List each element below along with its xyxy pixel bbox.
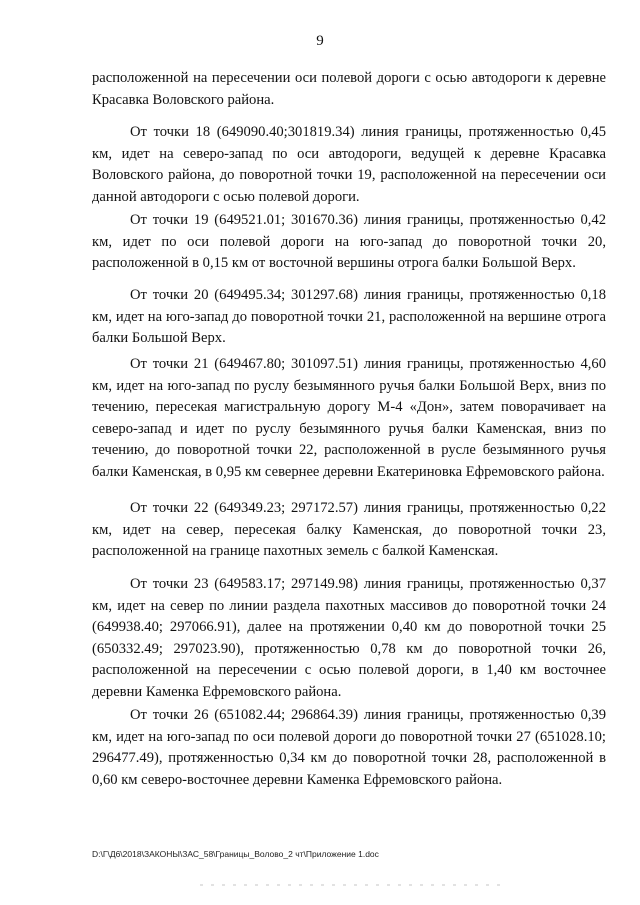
paragraph-point-20: От точки 20 (649495.34; 301297.68) линия границы, протяженностью 0,18 км, идет на юго-запад до поворотной точки 21, расположенной на вершине отрога балки Большой Верх. [92, 287, 606, 346]
paragraph-point-26: От точки 26 (651082.44; 296864.39) линия границы, протяженностью 0,39 км, идет на юго-запад по оси полевой дороги до поворотной точки 27 (651028.10; 296477.49), протяженностью 0,34 км до поворотной точки 28, расположенной в 0,60 км северо-восточнее деревни Каменка Ефремовского района. [92, 707, 606, 788]
footer-file-path: D:\Г\Д6\2018\ЗАКОНЫ\ЗАС_58\Границы_Волово_2 чт\Приложение 1.doc [92, 849, 379, 859]
paragraph-point-18: От точки 18 (649090.40;301819.34) линия границы, протяженностью 0,45 км, идет на северо-запад по оси автодороги, ведущей к деревне Красавка Воловского района, до поворотной точки 19, расположенной на пересечении оси данной автодороги с осью полевой дороги. [92, 124, 606, 205]
scan-artifact [200, 884, 500, 886]
paragraph-continuation: расположенной на пересечении оси полевой дороги с осью автодороги к деревне Красавка Воловского района. [92, 70, 606, 108]
paragraph-point-23: От точки 23 (649583.17; 297149.98) линия границы, протяженностью 0,37 км, идет на север по линии раздела пахотных массивов до поворотной точки 24 (649938.40; 297066.91), далее на протяжении 0,40 км до поворотной точки 25 (650332.49; 297023.90), протяженностью 0,78 км до поворотной точки 26, расположенной на пересечении с осью полевой дороги, в 1,40 км восточнее деревни Каменка Ефремовского района. [92, 576, 606, 700]
paragraph-point-22: От точки 22 (649349.23; 297172.57) линия границы, протяженностью 0,22 км, идет на север, пересекая балку Каменская, до поворотной точки 23, расположенной на границе пахотных земель с балкой Каменская. [92, 500, 606, 559]
page-number: 9 [316, 33, 324, 49]
paragraph-point-19: От точки 19 (649521.01; 301670.36) линия границы, протяженностью 0,42 км, идет по оси полевой дороги на юго-запад до поворотной точки 20, расположенной в 0,15 км от восточной вершины отрога балки Большой Верх. [92, 212, 606, 271]
paragraph-point-21: От точки 21 (649467.80; 301097.51) линия границы, протяженностью 4,60 км, идет на юго-запад по руслу безымянного ручья балки Большой Верх, вниз по течению, пересекая магистральную дорогу М-4 «Дон», затем поворачивает на северо-запад и идет по руслу безымянного ручья балки Каменская, вниз по течению, до поворотной точки 22, расположенной в русле безымянного ручья балки Каменская, в 0,95 км севернее деревни Екатериновка Ефремовского района. [92, 356, 606, 480]
